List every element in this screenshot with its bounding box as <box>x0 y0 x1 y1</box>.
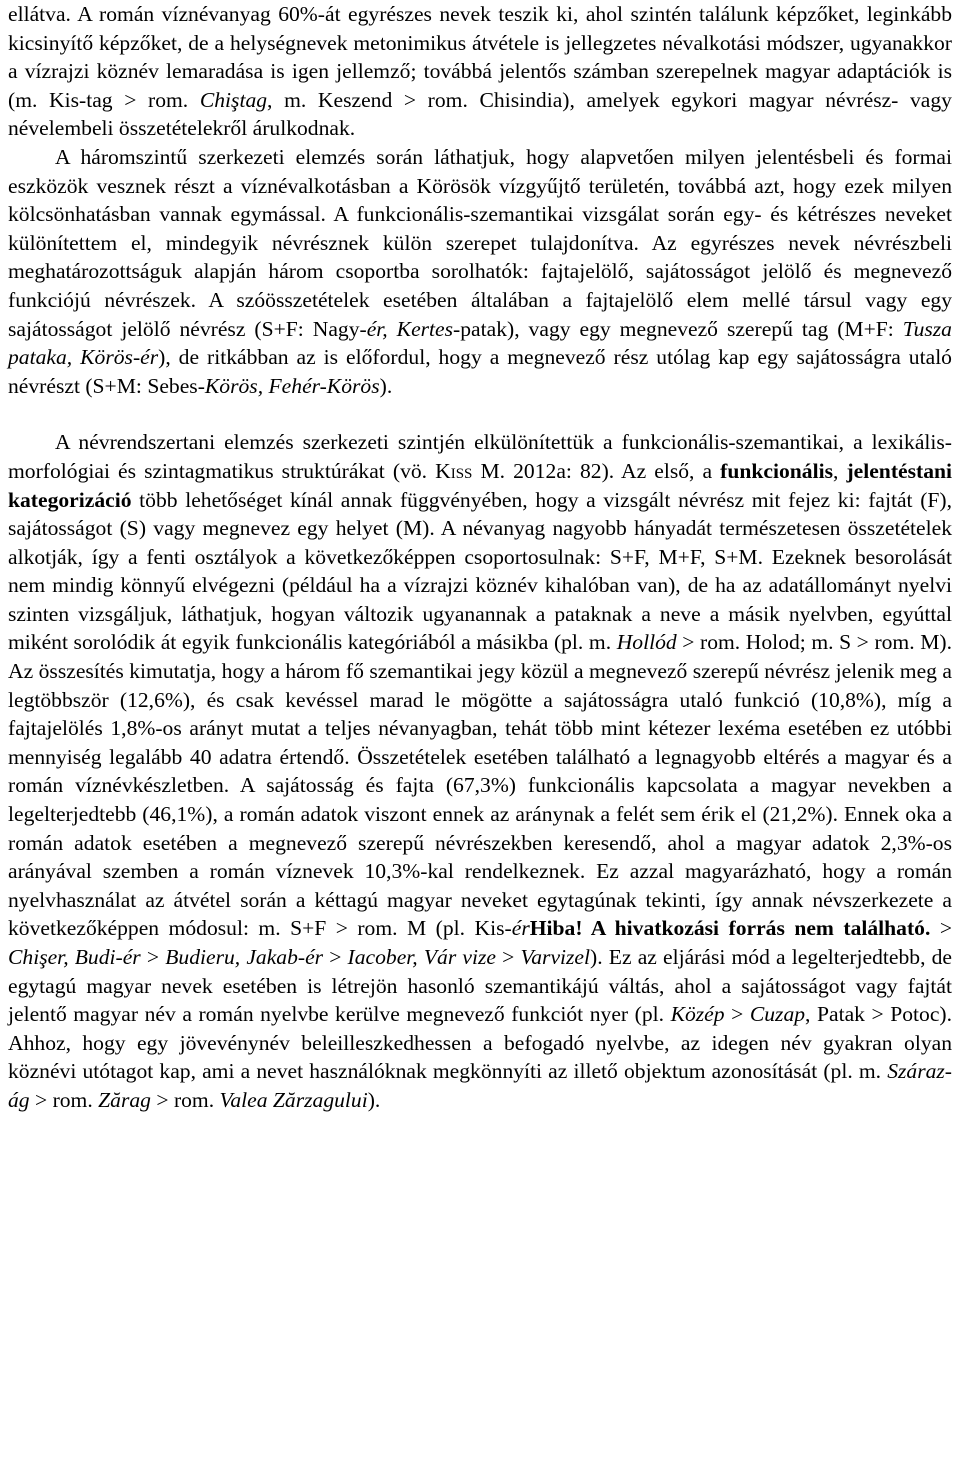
italic-text: Cuzap <box>749 1002 806 1027</box>
text-run: M. 2012a: 82). Az első, a <box>472 458 721 483</box>
italic-text: Körös, Fehér-Körös <box>204 373 380 398</box>
italic-text: Hollód <box>616 630 677 655</box>
text-run: ). <box>379 373 393 398</box>
text-run: > <box>495 945 521 969</box>
text-run: > <box>323 945 348 969</box>
text-run: ), de ritkábban az is előfordul, hogy a megnevező rész utólag kap egy sajátosságra utaló névrészt (S+M: Sebes- <box>8 345 952 398</box>
text-run: -patak), vagy egy megnevező szerepű tag (M+F: <box>453 316 903 341</box>
italic-text: Közép <box>670 1002 725 1027</box>
bold-text: jelentéstani kategorizáció <box>8 458 952 512</box>
italic-text: Varvizel <box>520 945 591 969</box>
text-run: A háromszintű szerkezeti elemzés során láthatjuk, hogy alapvetően milyen jelentésbeli és formai eszközök vesznek részt a víznévalkotásban a Körösök vízgyűjtő területén, továbbá azt, hogy ezek milyen kölcsönhatásban vannak egymással. A funkcionális-szemantikai vizsgálat során egy- és kétrészes neveket különítettem el, mindegyik névrésznek külön szerepet tulajdonítva. Az egyrészes nevek névrészbeli meghatározottságuk alapján három csoportba sorolhatók: fajtajelölő, sajátosságot jelölő és megnevező funkciójú névrészek. A szóösszetételek esetében általában a fajtajelölő elem mellé társul vagy egy sajátosságot jelölő névrész (S+F: Nagy- <box>8 144 952 341</box>
text-run: > <box>724 1002 750 1027</box>
paragraph <box>8 143 952 400</box>
document-page <box>8 0 952 1115</box>
text-run: > rom. <box>150 1087 220 1112</box>
text-run: > rom. Holod; m. S > rom. M). Az összesítés kimutatja, hogy a három fő szemantikai jegy közül a megnevező szerepű névrész jelenik meg a legtöbbször (12,6%), és csak kevéssel marad le mögötte a sajátosságra utaló funkció (10,8%), míg a fajtajelölés 1,8%-os arányt mutat a teljes névanyagban, tehát több mint kétezer lexéma esetében ez utóbbi mennyiség legalább 40 adatra értendő. Összetételek esetében található a legnagyobb eltérés a magyar és a román víznévkészletben. A sajátosság és fajta (67,3%) funkcionális kapcsolata a magyar nevekben a legelterjedtebb (46,1%), a román adatok viszont ennek az aránynak a felét sem érik el (21,2%). Ennek oka a román adatok esetében a megnevező szerepű névrészekben keresendő, ahol a magyar adatok 2,3%-os arányával szemben a román víznevek 10,3%-kal rendelkeznek. Ez azzal magyarázható, hogy a román nyelvhasználat az átvétel során a kéttagú magyar neveket egytagúnak tekinti, így annak névszerkezete a következőképpen módosul: m. S+F > rom. M (pl. Kis- <box>8 630 952 941</box>
bold-text: funkcionális <box>720 458 833 483</box>
text-run: , m. Keszend > rom. Chisindia), amelyek egykori magyar névrész- vagy névelembeli összetételekről árulkodnak. <box>8 87 952 141</box>
text-run: , Patak > Potoc). Ahhoz, hogy egy jövevénynév beleilleszkedhessen a befogadó nyelvbe, az idegen név gyakran olyan köznévi utótagot kap, ami a nevet használóknak megkönnyíti az illető objektum azonosítását (pl. m. <box>8 1002 953 1084</box>
italic-text: Budieru, Jakab-ér <box>165 945 324 969</box>
text-run: > rom. <box>29 1087 99 1112</box>
paragraph <box>8 428 952 1114</box>
italic-text: Chiştag <box>199 87 268 112</box>
italic-text: Iacober, Vár vize <box>347 945 496 969</box>
italic-text: ér, Kertes <box>366 316 454 341</box>
text-run: > <box>140 945 166 969</box>
italic-text: Száraz-ág <box>8 1059 952 1112</box>
text-run: ellátva. A román víznévanyag 60%-át egyrészes nevek teszik ki, ahol szintén találunk képzőket, leginkább kicsinyítő képzőket, de a helységnevek metonimikus átvétele is jellegzetes névalkotási módszer, ugyanakkor a vízrajzi köznév lemaradása is igen jellemző; továbbá jelentős számban szerepelnek magyar adaptációk is (m. Kis-tag > rom. <box>8 2 952 112</box>
text-run: > <box>930 916 953 941</box>
italic-text: Tusza pataka, Körös-ér <box>8 316 952 370</box>
text-run: ). Ez az eljárási mód a legelterjedtebb, de egytagú magyar nevek esetében is létrejön hasonló szemantikájú váltás, ahol a sajátosságot vagy fajtát jelentő magyar név a román nyelvbe kerülve megnevező funkciót nyer (pl. <box>8 945 952 1027</box>
text-run: A névrendszertani elemzés szerkezeti szintjén elkülönítettük a funkcionális-szemantikai, a lexikális-morfológiai és szintagmatikus struktúrákat (vö. <box>8 430 952 483</box>
paragraph <box>8 0 952 143</box>
text-run: ). <box>367 1087 381 1112</box>
italic-text: Chişer, Budi-ér <box>8 945 141 969</box>
italic-text: ér <box>511 916 530 941</box>
small-caps-text: Kiss <box>435 458 473 483</box>
italic-text: Zărag <box>98 1087 151 1112</box>
italic-text: Valea Zărzagului <box>219 1087 368 1112</box>
text-run: több lehetőséget kínál annak függvényében, hogy a vizsgált névrész mit fejez ki: fajtát (F), sajátosságot (S) vagy megnevez egy helyet (M). A névanyag nagyobb hányadát természetesen összetételek alkotják, így a fenti osztályok a következőképpen csoportosulnak: S+F, M+F, S+M. Ezeknek besorolását nem mindig könnyű elvégezni (például ha a vízrajzi köznév kihalóban van), de ha az adatállományt nyelvi szinten vizsgáljuk, láthatjuk, hogyan változik ugyanannak a pataknak a neve a másik nyelvben, egyúttal miként sorolódik át egyik funkcionális kategóriából a másikba (pl. m. <box>8 487 952 655</box>
bold-text: Hiba! A hivatkozási forrás nem található. <box>529 916 931 941</box>
text-run: , <box>832 458 847 483</box>
